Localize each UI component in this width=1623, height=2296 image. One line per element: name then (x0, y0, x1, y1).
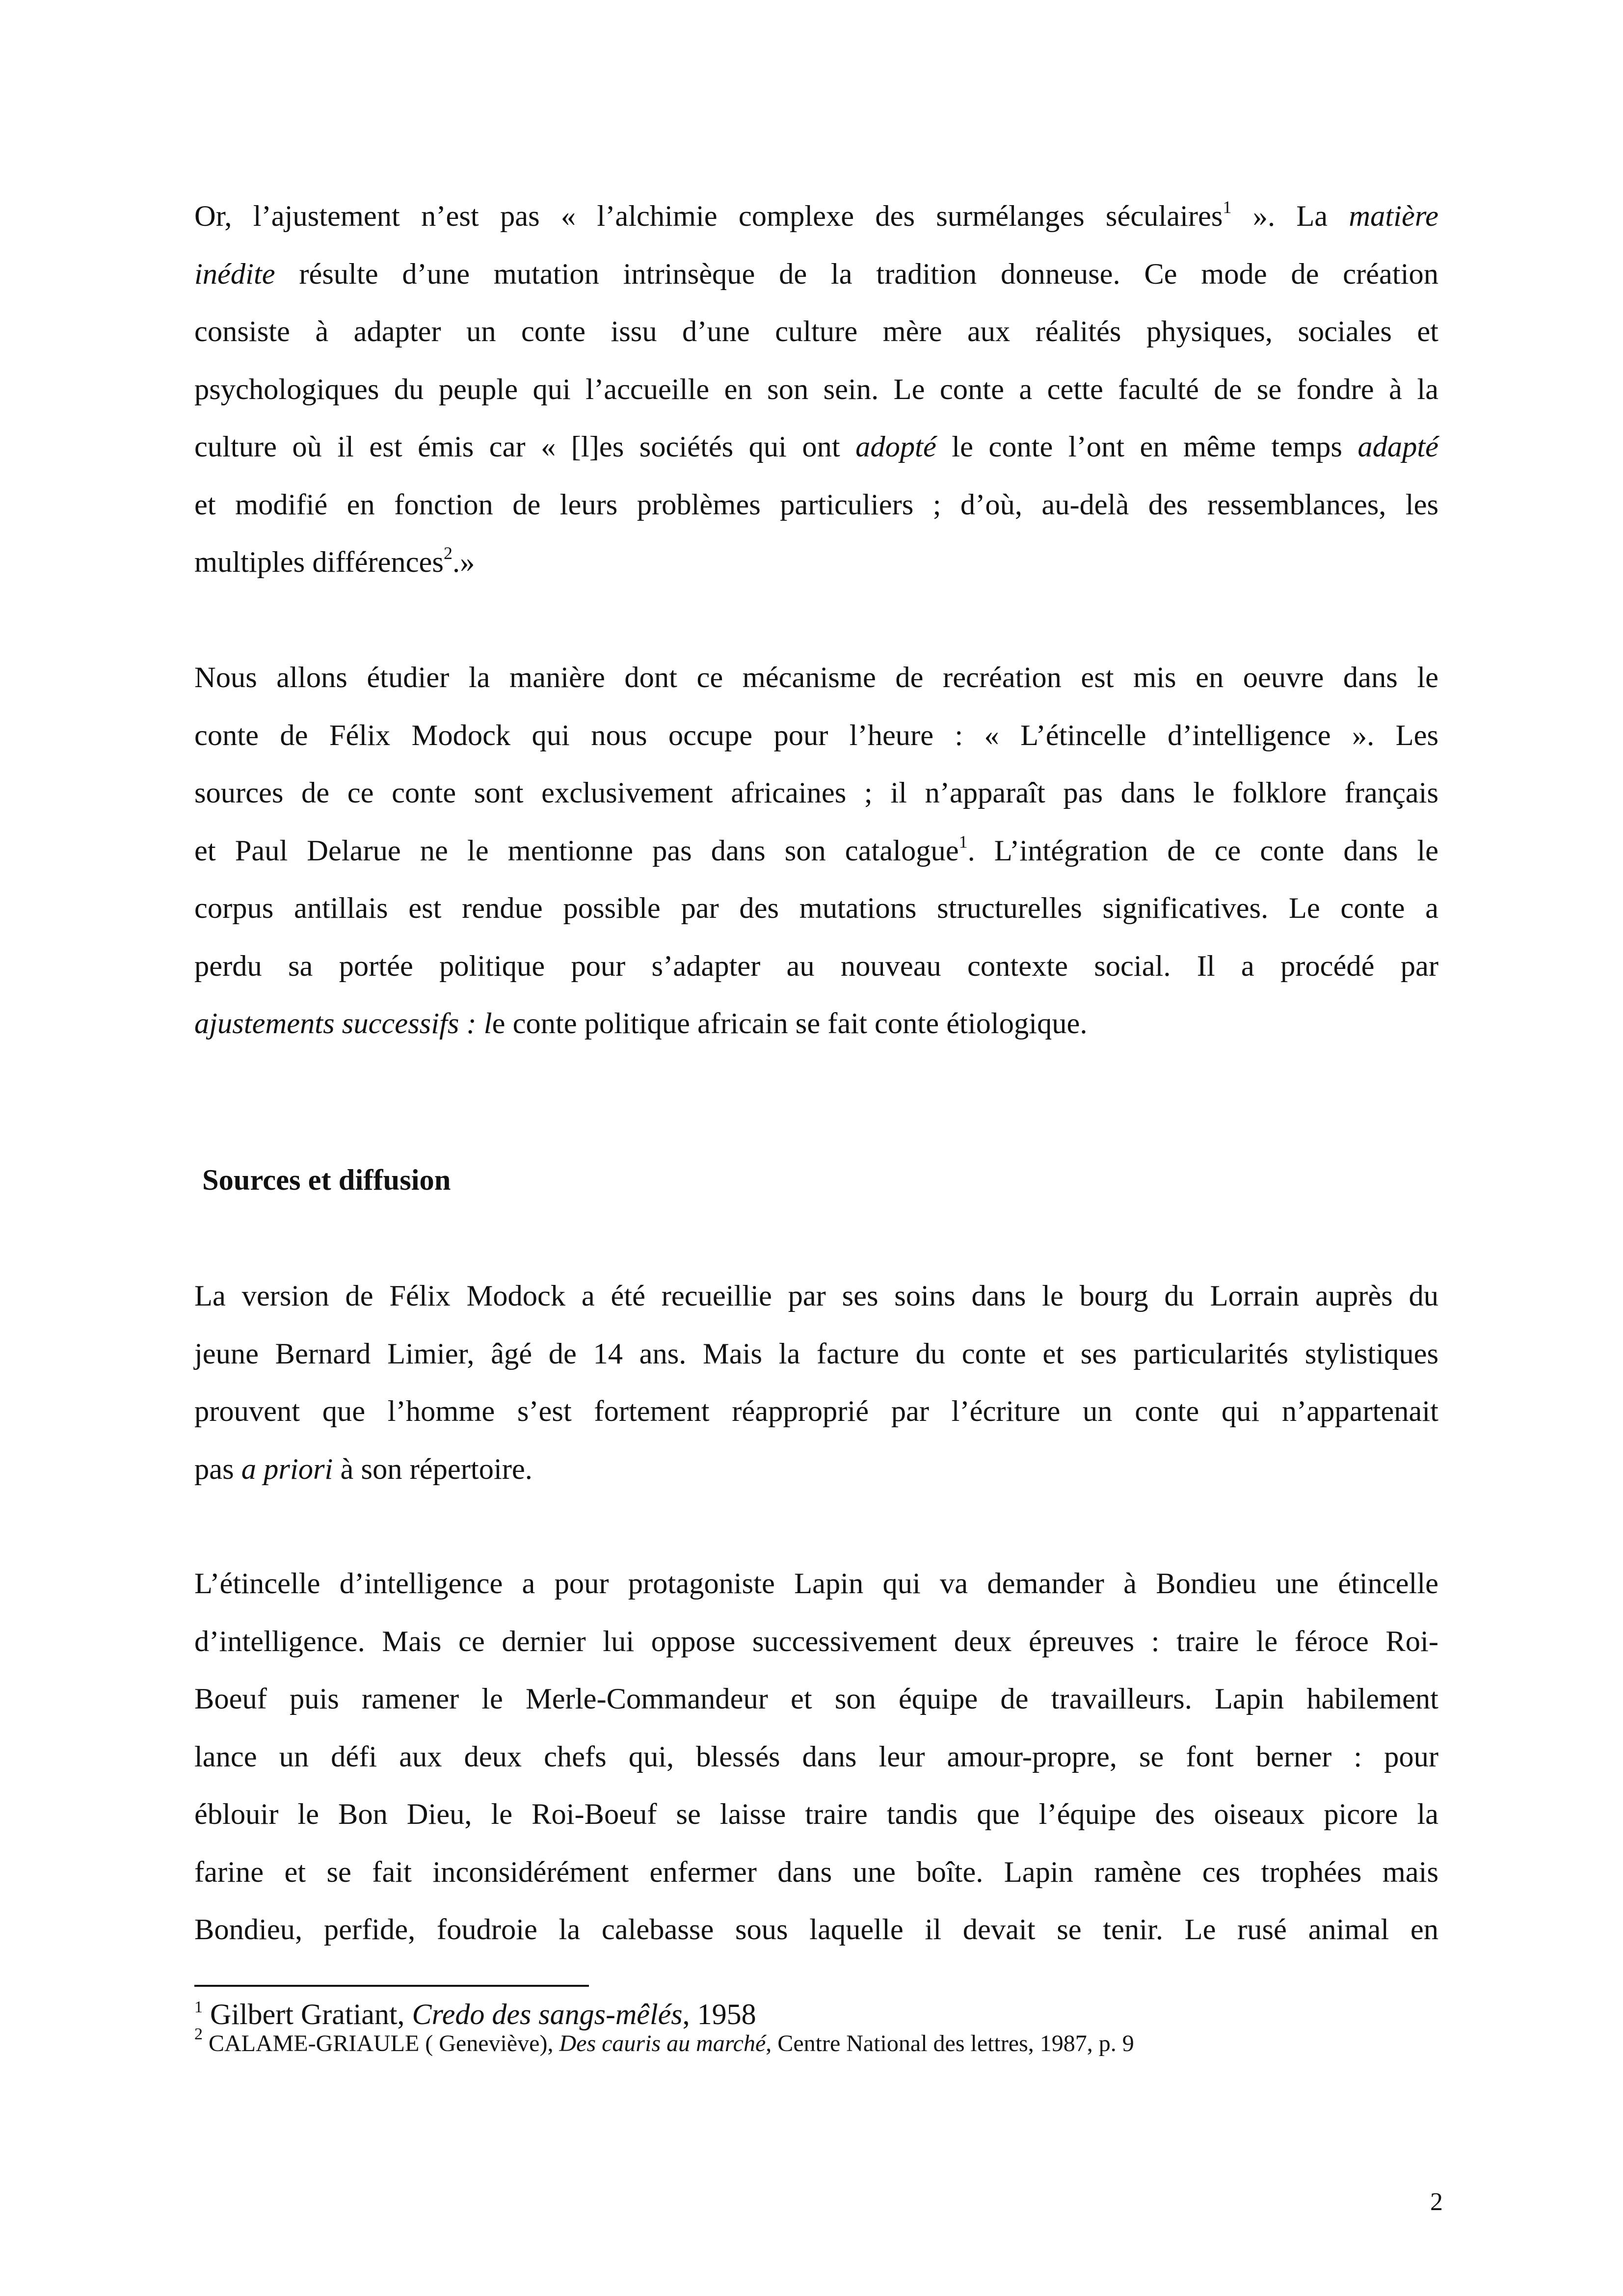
text-line: Bondieu, perfide, foudroie la calebasse sous laquelle il devait se tenir. Le rusé animal en (194, 1913, 1438, 1946)
text-line: et modifié en fonction de leurs problèmes particuliers ; d’où, au-delà des ressemblances, les (194, 488, 1438, 521)
text-line: multiples différences$^2$.» (194, 543, 475, 579)
text-line: conte de Félix Modock qui nous occupe pour l’heure : « L’étincelle d’intelligence ». Les (194, 719, 1438, 752)
italic-text: adapté (1357, 430, 1438, 463)
text-line: et Paul Delarue ne le mentionne pas dans son catalogue$^1$. L’intégration de ce conte dans le (194, 831, 1438, 867)
text-line: Boeuf puis ramener le Merle-Commandeur et son équipe de travailleurs. Lapin habilement (194, 1682, 1438, 1715)
footnote-separator (194, 1985, 589, 1987)
footnote-marker: 1 (194, 1998, 203, 2016)
paragraph-4 (194, 1555, 1438, 1959)
italic-text: adopté (855, 430, 936, 463)
text-line: consiste à adapter un conte issu d’une culture mère aux réalités physiques, sociales et (194, 315, 1438, 348)
text-line: Or, l’ajustement n’est pas « l’alchimie complexe des surmélanges séculaires$^1$ ». La matière (194, 197, 1438, 233)
italic-text: matière (1349, 200, 1438, 233)
text-line: d’intelligence. Mais ce dernier lui oppose successivement deux épreuves : traire le féroce Roi- (194, 1625, 1438, 1658)
paragraph-1 (194, 187, 1438, 591)
footnote-ref[interactable]: 1 (958, 831, 968, 852)
text-line: prouvent que l’homme s’est fortement réapproprié par l’écriture un conte qui n’appartenait (194, 1395, 1438, 1428)
text-line: farine et se fait inconsidérément enfermer dans une boîte. Lapin ramène ces trophées mais (194, 1855, 1438, 1889)
text-line: jeune Bernard Limier, âgé de 14 ans. Mais la facture du conte et ses particularités stylistiques (194, 1337, 1438, 1370)
footnote-ref[interactable]: 2 (443, 543, 452, 563)
italic-text: a priori (241, 1452, 333, 1486)
italic-text: Des cauris au marché (559, 2030, 766, 2056)
text-line: psychologiques du peuple qui l’accueille en son sein. Le conte a cette faculté de se fondre à la (194, 373, 1438, 406)
italic-text: inédite (194, 257, 275, 291)
text-line: éblouir le Bon Dieu, le Roi-Boeuf se laisse traire tandis que l’équipe des oiseaux picore la (194, 1798, 1438, 1831)
text-line: pas a priori à son répertoire. (194, 1452, 532, 1486)
paragraph-2 (194, 649, 1438, 1053)
text-line: La version de Félix Modock a été recueillie par ses soins dans le bourg du Lorrain auprès du (194, 1280, 1438, 1312)
footnote-1: $^1$ Gilbert Gratiant, Credo des sangs-mêlés, 1958 (194, 1998, 756, 2030)
section-heading: Sources et diffusion (202, 1164, 451, 1197)
text-line: Nous allons étudier la manière dont ce mécanisme de recréation est mis en oeuvre dans le (194, 661, 1438, 694)
text-line: ajustements successifs : le conte politique africain se fait conte étiologique. (194, 1007, 1088, 1040)
footnote-marker: 2 (194, 2025, 203, 2043)
paragraph-3 (194, 1267, 1438, 1498)
text-line: corpus antillais est rendue possible par des mutations structurelles significatives. Le conte a (194, 892, 1438, 925)
italic-text: ajustements successifs : l (194, 1007, 492, 1040)
text-line: inédite résulte d’une mutation intrinsèque de la tradition donneuse. Ce mode de création (194, 257, 1438, 291)
footnote-2: $^2$ CALAME-GRIAULE ( Geneviève), Des cauris au marché, Centre National des lettres, 1987, p. 9 (194, 2025, 1134, 2056)
text-line: sources de ce conte sont exclusivement africaines ; il n’apparaît pas dans le folklore français (194, 776, 1438, 809)
page-number: 2 (1430, 2188, 1443, 2216)
text-line: perdu sa portée politique pour s’adapter au nouveau contexte social. Il a procédé par (194, 949, 1438, 983)
footnote-ref[interactable]: 1 (1223, 197, 1232, 217)
text-line: lance un défi aux deux chefs qui, blessés dans leur amour-propre, se font berner : pour (194, 1740, 1438, 1773)
italic-text: Credo des sangs-mêlés (412, 1998, 683, 2030)
text-line: L’étincelle d’intelligence a pour protagoniste Lapin qui va demander à Bondieu une étincelle (194, 1567, 1438, 1600)
text-line: culture où il est émis car « [l]es sociétés qui ont adopté le conte l’ont en même temps adapté (194, 430, 1438, 463)
